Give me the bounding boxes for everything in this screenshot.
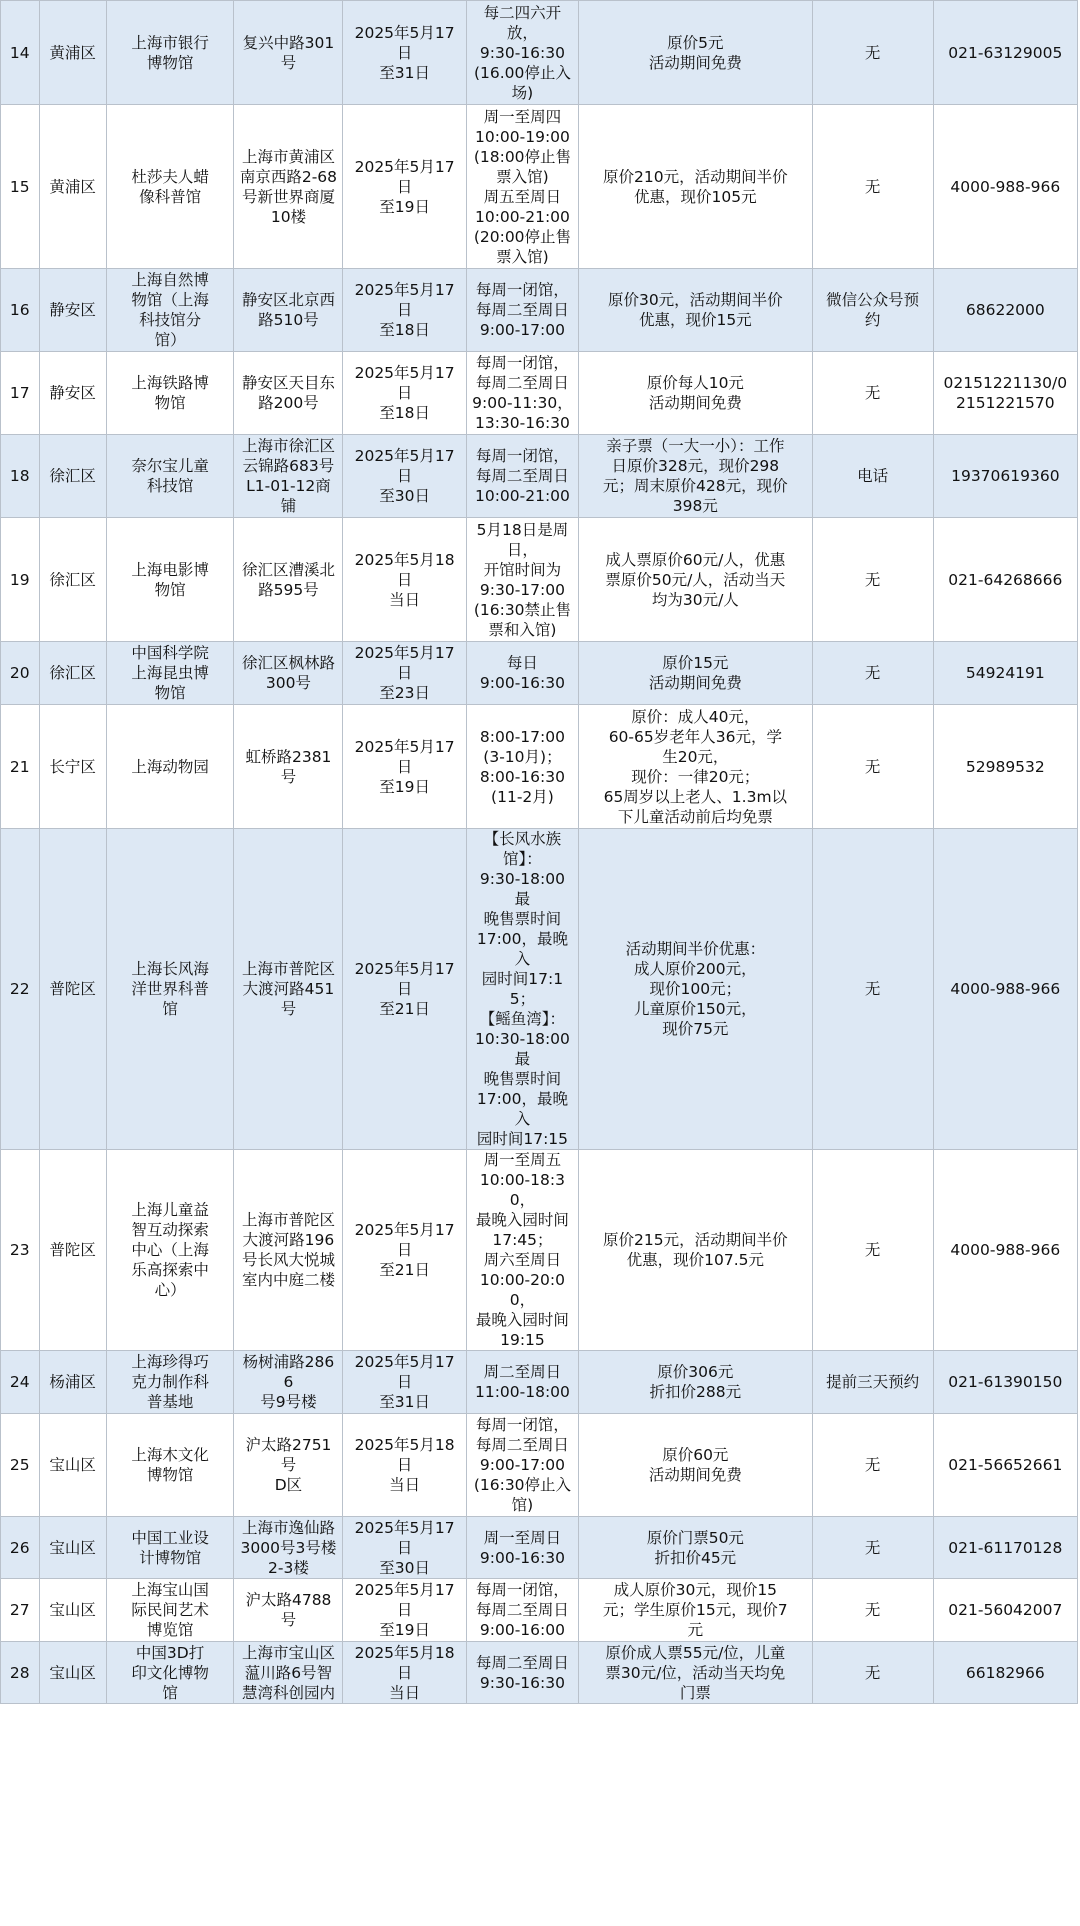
event-date-cell: 2025年5月17日 至21日 (343, 829, 466, 1150)
event-date-cell: 2025年5月17日 至18日 (343, 352, 466, 435)
booking-method-cell: 电话 (812, 435, 933, 518)
ticket-price-cell: 原价5元 活动期间免费 (579, 1, 812, 105)
event-date-cell: 2025年5月18日 当日 (343, 1414, 466, 1517)
address-cell: 上海市普陀区 大渡河路196 号长风大悦城 室内中庭二楼 (234, 1150, 343, 1351)
ticket-price-cell: 原价15元 活动期间免费 (579, 642, 812, 705)
row-number-cell: 18 (1, 435, 40, 518)
row-number-cell: 22 (1, 829, 40, 1150)
phone-cell: 4000-988-966 (933, 1150, 1077, 1351)
event-date-cell: 2025年5月17日 至23日 (343, 642, 466, 705)
opening-hours-cell: 8:00-17:00 (3-10月)； 8:00-16:30 (11-2月) (466, 705, 578, 829)
district-cell: 静安区 (39, 352, 106, 435)
table-row (1, 642, 1078, 705)
phone-cell: 021-64268666 (933, 518, 1077, 642)
booking-method-cell: 无 (812, 1150, 933, 1351)
opening-hours-cell: 周二至周日 11:00-18:00 (466, 1351, 578, 1414)
table-row (1, 105, 1078, 269)
ticket-price-cell: 活动期间半价优惠： 成人原价200元， 现价100元； 儿童原价150元， 现价75元 (579, 829, 812, 1150)
booking-method-cell: 无 (812, 705, 933, 829)
row-number-cell: 24 (1, 1351, 40, 1414)
district-cell: 长宁区 (39, 705, 106, 829)
opening-hours-cell: 每周一闭馆， 每周二至周日 9:00-11:30， 13:30-16:30 (466, 352, 578, 435)
venue-name-cell: 上海市银行 博物馆 (106, 1, 234, 105)
table-row (1, 269, 1078, 352)
district-cell: 宝山区 (39, 1414, 106, 1517)
booking-method-cell: 无 (812, 518, 933, 642)
table-row (1, 1414, 1078, 1517)
booking-method-cell: 微信公众号预 约 (812, 269, 933, 352)
row-number-cell: 20 (1, 642, 40, 705)
venue-name-cell: 上海木文化 博物馆 (106, 1414, 234, 1517)
phone-cell: 52989532 (933, 705, 1077, 829)
booking-method-cell: 无 (812, 1642, 933, 1704)
ticket-price-cell: 亲子票（一大一小）：工作 日原价328元，现价298 元；周末原价428元，现价 398元 (579, 435, 812, 518)
address-cell: 徐汇区枫林路 300号 (234, 642, 343, 705)
venue-name-cell: 上海自然博 物馆（上海 科技馆分 馆） (106, 269, 234, 352)
opening-hours-cell: 周一至周日 9:00-16:30 (466, 1517, 578, 1579)
address-cell: 上海市普陀区 大渡河路451 号 (234, 829, 343, 1150)
venue-name-cell: 杜莎夫人蜡 像科普馆 (106, 105, 234, 269)
table-row (1, 829, 1078, 1150)
phone-cell: 4000-988-966 (933, 105, 1077, 269)
booking-method-cell: 无 (812, 1517, 933, 1579)
address-cell: 杨树浦路2866 号9号楼 (234, 1351, 343, 1414)
phone-cell: 021-56042007 (933, 1579, 1077, 1642)
row-number-cell: 15 (1, 105, 40, 269)
venue-name-cell: 中国科学院 上海昆虫博 物馆 (106, 642, 234, 705)
opening-hours-cell: 5月18日是周 日， 开馆时间为 9:30-17:00 (16:30禁止售 票和入馆) (466, 518, 578, 642)
district-cell: 静安区 (39, 269, 106, 352)
address-cell: 上海市逸仙路 3000号3号楼 2-3楼 (234, 1517, 343, 1579)
ticket-price-cell: 成人票原价60元/人，优惠 票原价50元/人，活动当天 均为30元/人 (579, 518, 812, 642)
ticket-price-cell: 原价60元 活动期间免费 (579, 1414, 812, 1517)
ticket-price-cell: 原价成人票55元/位，儿童 票30元/位，活动当天均免 门票 (579, 1642, 812, 1704)
district-cell: 黄浦区 (39, 1, 106, 105)
row-number-cell: 17 (1, 352, 40, 435)
table-row (1, 435, 1078, 518)
phone-cell: 19370619360 (933, 435, 1077, 518)
address-cell: 上海市黄浦区 南京西路2-68 号新世界商厦 10楼 (234, 105, 343, 269)
booking-method-cell: 无 (812, 1414, 933, 1517)
district-cell: 宝山区 (39, 1579, 106, 1642)
opening-hours-cell: 每周二至周日 9:30-16:30 (466, 1642, 578, 1704)
venue-name-cell: 上海宝山国 际民间艺术 博览馆 (106, 1579, 234, 1642)
table-row (1, 705, 1078, 829)
table-row (1, 1351, 1078, 1414)
ticket-price-cell: 原价30元，活动期间半价 优惠，现价15元 (579, 269, 812, 352)
address-cell: 静安区北京西 路510号 (234, 269, 343, 352)
booking-method-cell: 提前三天预约 (812, 1351, 933, 1414)
address-cell: 沪太路4788号 (234, 1579, 343, 1642)
row-number-cell: 27 (1, 1579, 40, 1642)
ticket-price-cell: 原价门票50元 折扣价45元 (579, 1517, 812, 1579)
address-cell: 虹桥路2381号 (234, 705, 343, 829)
event-date-cell: 2025年5月17日 至30日 (343, 1517, 466, 1579)
event-date-cell: 2025年5月17日 至19日 (343, 705, 466, 829)
booking-method-cell: 无 (812, 1579, 933, 1642)
ticket-price-cell: 原价：成人40元， 60-65岁老年人36元，学 生20元， 现价：一律20元； 65周岁以上老人、1.3m以 下儿童活动前后均免票 (579, 705, 812, 829)
phone-cell: 021-56652661 (933, 1414, 1077, 1517)
venue-name-cell: 上海动物园 (106, 705, 234, 829)
ticket-price-cell: 原价306元 折扣价288元 (579, 1351, 812, 1414)
event-date-cell: 2025年5月18日 当日 (343, 1642, 466, 1704)
opening-hours-cell: 每二四六开 放， 9:30-16:30 (16.00停止入 场) (466, 1, 578, 105)
event-date-cell: 2025年5月17日 至31日 (343, 1, 466, 105)
district-cell: 徐汇区 (39, 435, 106, 518)
row-number-cell: 25 (1, 1414, 40, 1517)
district-cell: 宝山区 (39, 1642, 106, 1704)
venue-name-cell: 上海珍得巧 克力制作科 普基地 (106, 1351, 234, 1414)
address-cell: 沪太路2751号 D区 (234, 1414, 343, 1517)
district-cell: 徐汇区 (39, 642, 106, 705)
venue-name-cell: 中国工业设 计博物馆 (106, 1517, 234, 1579)
row-number-cell: 26 (1, 1517, 40, 1579)
event-date-cell: 2025年5月17日 至19日 (343, 105, 466, 269)
district-cell: 普陀区 (39, 829, 106, 1150)
table-row (1, 1642, 1078, 1704)
row-number-cell: 16 (1, 269, 40, 352)
event-date-cell: 2025年5月17日 至21日 (343, 1150, 466, 1351)
booking-method-cell: 无 (812, 642, 933, 705)
row-number-cell: 21 (1, 705, 40, 829)
district-cell: 杨浦区 (39, 1351, 106, 1414)
venue-name-cell: 上海儿童益 智互动探索 中心（上海 乐高探索中 心） (106, 1150, 234, 1351)
district-cell: 普陀区 (39, 1150, 106, 1351)
row-number-cell: 28 (1, 1642, 40, 1704)
venue-name-cell: 上海铁路博 物馆 (106, 352, 234, 435)
ticket-price-cell: 原价215元，活动期间半价 优惠，现价107.5元 (579, 1150, 812, 1351)
phone-cell: 66182966 (933, 1642, 1077, 1704)
address-cell: 复兴中路301 号 (234, 1, 343, 105)
event-date-cell: 2025年5月17日 至19日 (343, 1579, 466, 1642)
phone-cell: 021-61170128 (933, 1517, 1077, 1579)
table-row (1, 1150, 1078, 1351)
booking-method-cell: 无 (812, 105, 933, 269)
venue-name-cell: 奈尔宝儿童 科技馆 (106, 435, 234, 518)
event-date-cell: 2025年5月17日 至31日 (343, 1351, 466, 1414)
booking-method-cell: 无 (812, 352, 933, 435)
event-date-cell: 2025年5月18日 当日 (343, 518, 466, 642)
ticket-price-cell: 原价每人10元 活动期间免费 (579, 352, 812, 435)
phone-cell: 021-63129005 (933, 1, 1077, 105)
table-row (1, 352, 1078, 435)
district-cell: 黄浦区 (39, 105, 106, 269)
booking-method-cell: 无 (812, 829, 933, 1150)
district-cell: 宝山区 (39, 1517, 106, 1579)
address-cell: 徐汇区漕溪北 路595号 (234, 518, 343, 642)
ticket-price-cell: 成人原价30元，现价15 元；学生原价15元，现价7 元 (579, 1579, 812, 1642)
opening-hours-cell: 周一至周四 10:00-19:00 (18:00停止售 票入馆) 周五至周日 10:00-21:00 (20:00停止售 票入馆) (466, 105, 578, 269)
phone-cell: 4000-988-966 (933, 829, 1077, 1150)
phone-cell: 02151221130/0 2151221570 (933, 352, 1077, 435)
table-row (1, 518, 1078, 642)
address-cell: 静安区天目东 路200号 (234, 352, 343, 435)
table-row (1, 1, 1078, 105)
opening-hours-cell: 每周一闭馆， 每周二至周日 9:00-17:00 (466, 269, 578, 352)
phone-cell: 68622000 (933, 269, 1077, 352)
venue-name-cell: 上海电影博 物馆 (106, 518, 234, 642)
opening-hours-cell: 每周一闭馆， 每周二至周日 9:00-17:00 (16:30停止入 馆) (466, 1414, 578, 1517)
table-row (1, 1517, 1078, 1579)
event-date-cell: 2025年5月17日 至30日 (343, 435, 466, 518)
booking-method-cell: 无 (812, 1, 933, 105)
event-date-cell: 2025年5月17日 至18日 (343, 269, 466, 352)
row-number-cell: 14 (1, 1, 40, 105)
district-cell: 徐汇区 (39, 518, 106, 642)
venue-name-cell: 上海长风海 洋世界科普 馆 (106, 829, 234, 1150)
venue-name-cell: 中国3D打 印文化博物 馆 (106, 1642, 234, 1704)
phone-cell: 54924191 (933, 642, 1077, 705)
row-number-cell: 19 (1, 518, 40, 642)
phone-cell: 021-61390150 (933, 1351, 1077, 1414)
opening-hours-cell: 【长风水族 馆】： 9:30-18:00 最 晚售票时间 17:00，最晚入 园时间17:15； 【鳐鱼湾】： 10:30-18:00 最 晚售票时间 17:00，最晚入 园时间17:15 (466, 829, 578, 1150)
address-cell: 上海市徐汇区 云锦路683号 L1-01-12商铺 (234, 435, 343, 518)
row-number-cell: 23 (1, 1150, 40, 1351)
opening-hours-cell: 每周一闭馆， 每周二至周日 10:00-21:00 (466, 435, 578, 518)
opening-hours-cell: 周一至周五 10:00-18:30， 最晚入园时间 17:45； 周六至周日 10:00-20:00， 最晚入园时间 19:15 (466, 1150, 578, 1351)
table-row (1, 1579, 1078, 1642)
opening-hours-cell: 每周一闭馆， 每周二至周日 9:00-16:00 (466, 1579, 578, 1642)
opening-hours-cell: 每日 9:00-16:30 (466, 642, 578, 705)
address-cell: 上海市宝山区 蕰川路6号智 慧湾科创园内 (234, 1642, 343, 1704)
ticket-price-cell: 原价210元，活动期间半价 优惠，现价105元 (579, 105, 812, 269)
